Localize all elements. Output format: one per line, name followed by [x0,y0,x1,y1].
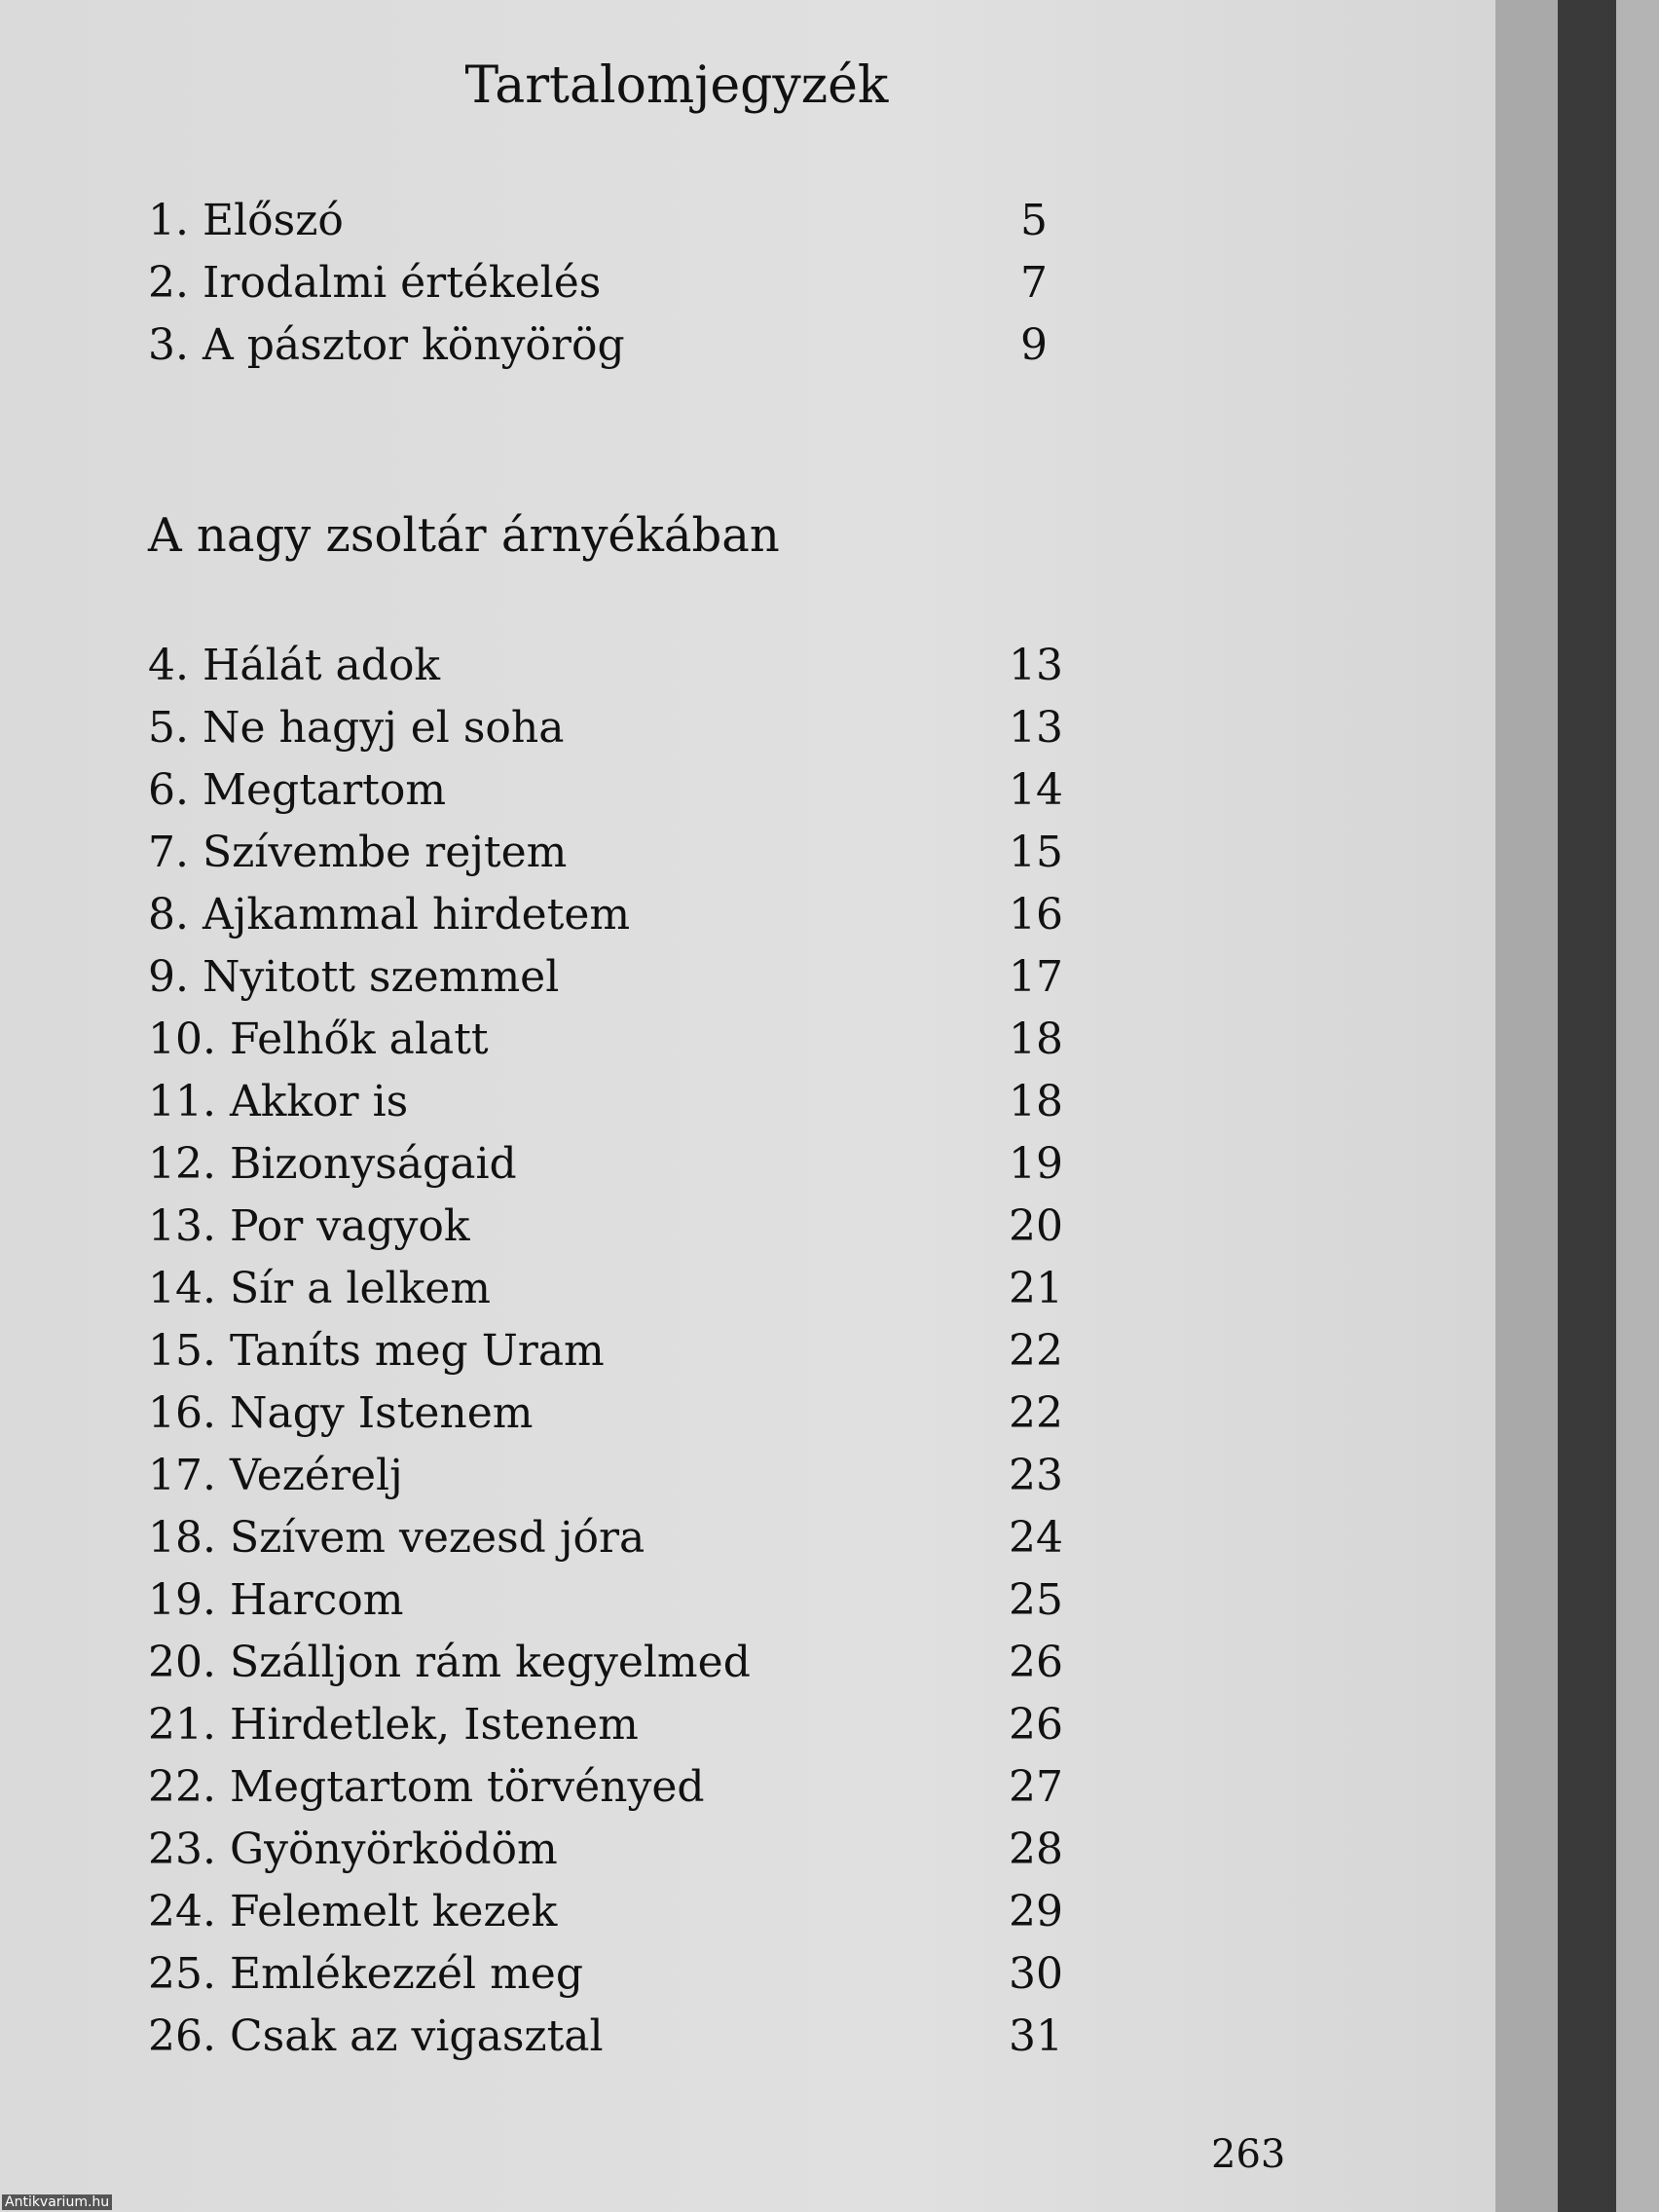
toc-entry [148,316,1048,375]
entry-title: 16. Nagy Istenem [148,1388,534,1438]
toc-entry [148,1883,1063,1941]
entry-title: 11. Akkor is [148,1077,409,1126]
toc-entry [148,192,1048,250]
entry-page: 18 [1009,1077,1063,1126]
entry-page: 26 [1009,1638,1063,1687]
page-number: 263 [1211,2132,1286,2177]
entry-title: 15. Taníts meg Uram [148,1326,605,1376]
entry-page: 13 [1009,703,1063,753]
toc-entry [148,761,1063,820]
entry-page: 7 [1020,258,1048,308]
background-edge [1616,0,1659,2212]
entry-title: 19. Harcom [148,1575,404,1625]
entry-page: 5 [1020,196,1048,245]
page-title: Tartalomjegyzék [464,56,889,115]
entry-title: 17. Vezérelj [148,1451,403,1500]
entry-title: 18. Szívem vezesd jóra [148,1513,645,1563]
entry-title: 1. Előszó [148,196,344,245]
entry-title: 13. Por vagyok [148,1201,470,1251]
section-heading: A nagy zsoltár árnyékában [148,508,780,563]
entry-page: 18 [1009,1014,1063,1064]
entry-page: 19 [1009,1139,1063,1189]
toc-entry [148,1821,1063,1879]
entry-page: 27 [1009,1762,1063,1812]
toc-entry [148,254,1048,313]
entry-page: 21 [1009,1264,1063,1313]
toc-entry [148,886,1063,944]
toc-entry [148,1073,1063,1131]
entry-page: 24 [1009,1513,1063,1563]
entry-title: 9. Nyitott szemmel [148,952,560,1002]
entry-title: 14. Sír a lelkem [148,1264,492,1313]
entry-title: 12. Bizonyságaid [148,1139,517,1189]
book-spine [1558,0,1616,2212]
toc-entry [148,824,1063,882]
entry-title: 6. Megtartom [148,765,447,815]
entry-page: 20 [1009,1201,1063,1251]
watermark-logo: Antikvarium.hu [2,2194,112,2210]
entry-page: 26 [1009,1700,1063,1750]
entry-page: 28 [1009,1825,1063,1874]
entry-page: 15 [1009,828,1063,877]
entry-title: 21. Hirdetlek, Istenem [148,1700,639,1750]
toc-entry [148,1634,1063,1692]
toc-entry [148,1260,1063,1318]
entry-page: 17 [1009,952,1063,1002]
entry-page: 30 [1009,1949,1063,1999]
toc-entry [148,1322,1063,1381]
entry-page: 14 [1009,765,1063,815]
toc-entry [148,948,1063,1007]
entry-title: 24. Felemelt kezek [148,1887,558,1936]
toc-entry [148,1447,1063,1505]
toc-entry [148,2008,1063,2066]
entry-title: 3. A pásztor könyörög [148,320,625,370]
toc-entry [148,1571,1063,1630]
entry-title: 23. Gyönyörködöm [148,1825,558,1874]
toc-entry [148,1509,1063,1567]
entry-page: 25 [1009,1575,1063,1625]
entry-page: 29 [1009,1887,1063,1936]
toc-entry [148,1135,1063,1194]
entry-page: 22 [1009,1388,1063,1438]
page-edge [1495,0,1558,2212]
entry-page: 16 [1009,890,1063,940]
toc-entry [148,637,1063,695]
toc-entry [148,1198,1063,1256]
toc-entry [148,1384,1063,1443]
entry-title: 22. Megtartom törvényed [148,1762,705,1812]
toc-entry [148,1758,1063,1817]
toc-entry [148,1945,1063,2004]
entry-title: 7. Szívembe rejtem [148,828,568,877]
entry-title: 10. Felhők alatt [148,1014,489,1064]
toc-entry [148,1011,1063,1069]
entry-page: 22 [1009,1326,1063,1376]
entry-title: 25. Emlékezzél meg [148,1949,584,1999]
entry-title: 20. Szálljon rám kegyelmed [148,1638,751,1687]
entry-title: 5. Ne hagyj el soha [148,703,565,753]
entry-title: 8. Ajkammal hirdetem [148,890,631,940]
toc-entry [148,1696,1063,1754]
entry-page: 23 [1009,1451,1063,1500]
entry-title: 26. Csak az vigasztal [148,2011,604,2061]
entry-page: 31 [1009,2011,1063,2061]
entry-title: 4. Hálát adok [148,641,441,690]
entry-page: 13 [1009,641,1063,690]
entry-page: 9 [1020,320,1048,370]
toc-entry [148,699,1063,757]
entry-title: 2. Irodalmi értékelés [148,258,602,308]
